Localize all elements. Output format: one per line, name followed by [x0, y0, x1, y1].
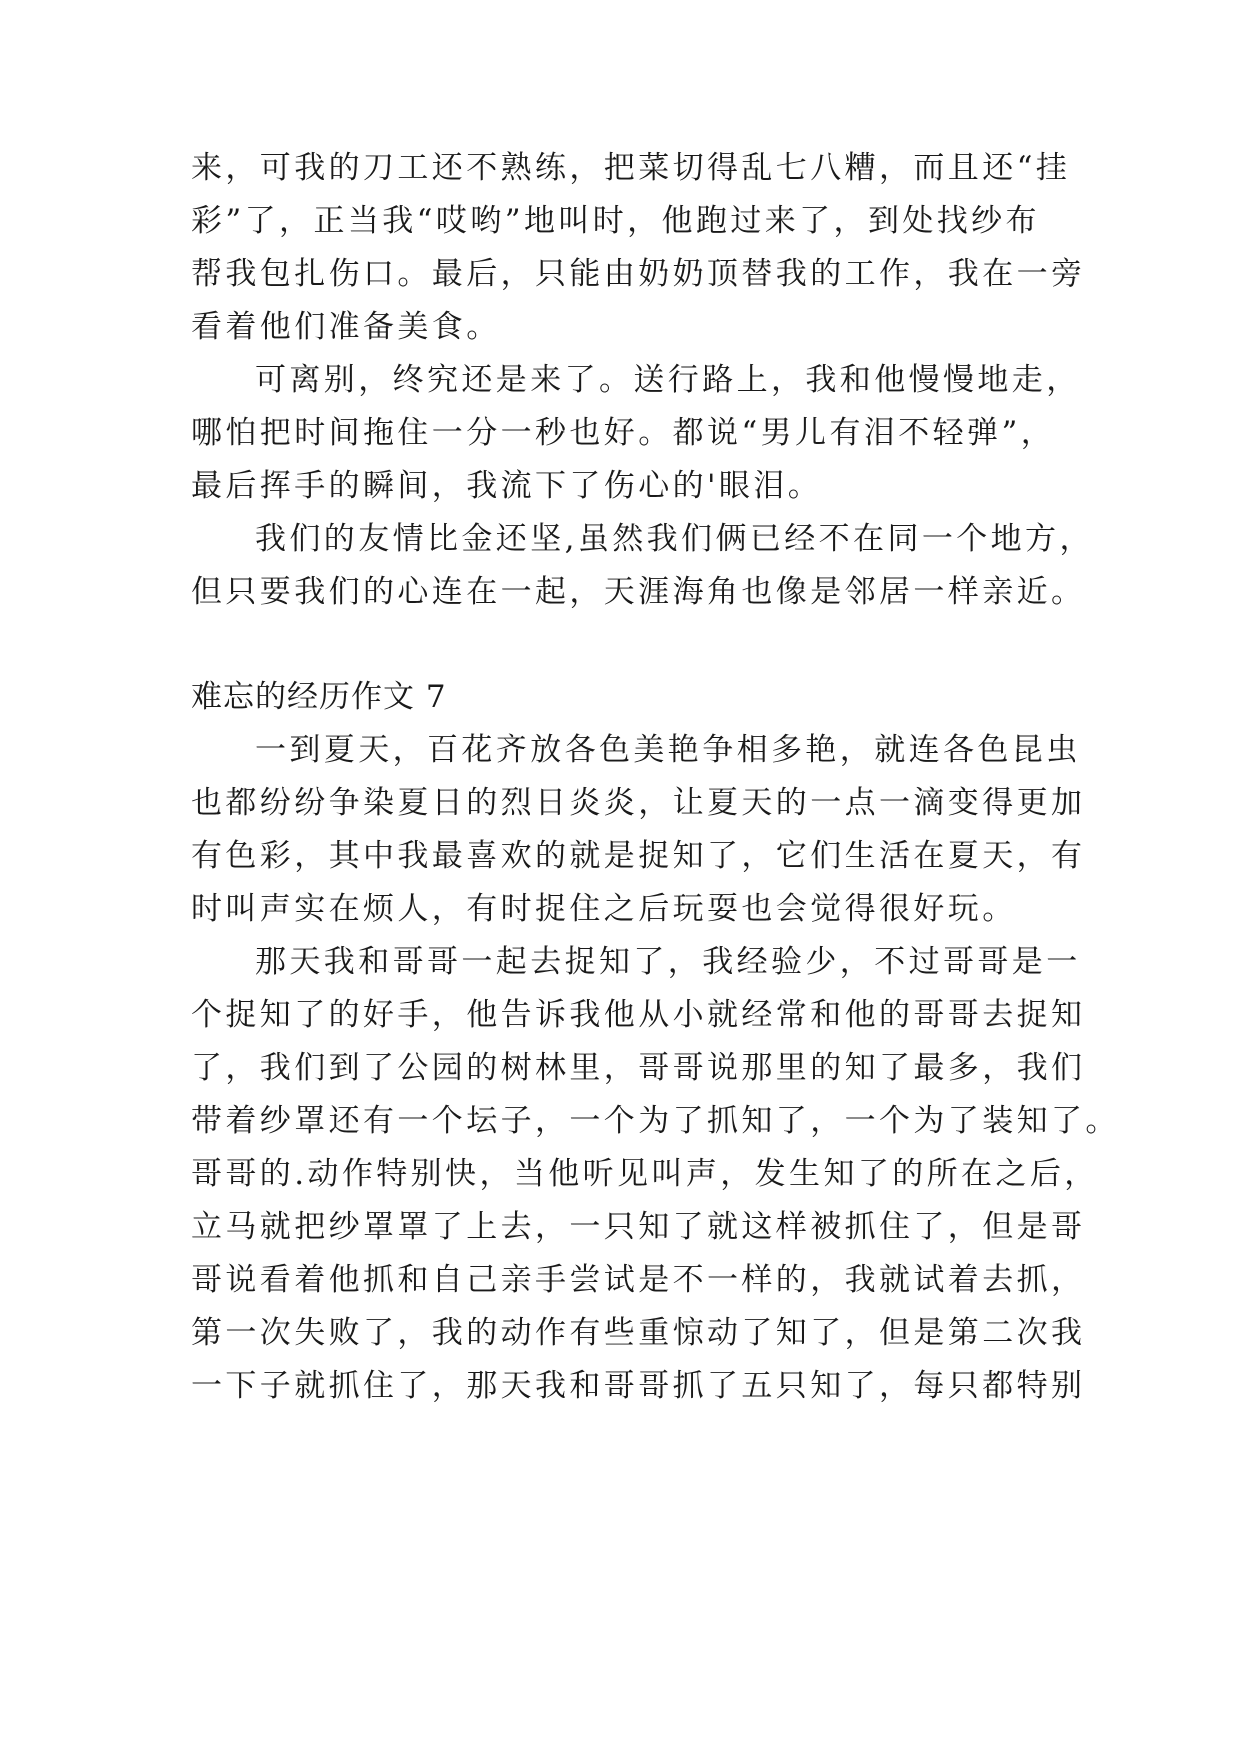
text-line: 但只要我们的心连在一起，天涯海角也像是邻居一样亲近。 — [191, 574, 1086, 610]
text-line: 帮我包扎伤口。最后，只能由奶奶顶替我的工作，我在一旁 — [191, 256, 1086, 292]
text-line: 立马就把纱罩罩了上去，一只知了就这样被抓住了，但是哥 — [191, 1209, 1086, 1245]
essay-title: 难忘的经历作文 7 — [191, 679, 447, 715]
text-line: 我们的友情比金还坚,虽然我们俩已经不在同一个地方， — [255, 521, 1094, 557]
text-line: 那天我和哥哥一起去捉知了，我经验少，不过哥哥是一 — [255, 944, 1081, 980]
text-line: 个捉知了的好手，他告诉我他从小就经常和他的哥哥去捉知 — [191, 997, 1086, 1033]
text-line: 可离别，终究还是来了。送行路上，我和他慢慢地走， — [255, 362, 1081, 398]
text-line: 一到夏天，百花齐放各色美艳争相多艳，就连各色昆虫 — [255, 732, 1081, 768]
text-line: 最后挥手的瞬间，我流下了伤心的'眼泪。 — [191, 468, 823, 504]
text-line: 有色彩，其中我最喜欢的就是捉知了，它们生活在夏天，有 — [191, 838, 1086, 874]
text-line: 看着他们准备美食。 — [191, 309, 501, 345]
text-line: 哥哥的.动作特别快，当他听见叫声，发生知了的所在之后， — [191, 1156, 1099, 1192]
text-line: 一下子就抓住了，那天我和哥哥抓了五只知了，每只都特别 — [191, 1368, 1086, 1404]
text-line: 哪怕把时间拖住一分一秒也好。都说“男儿有泪不轻弹”， — [191, 415, 1056, 451]
text-line: 来，可我的刀工还不熟练，把菜切得乱七八糟，而且还“挂 — [191, 150, 1071, 186]
text-line: 时叫声实在烦人，有时捉住之后玩耍也会觉得很好玩。 — [191, 891, 1017, 927]
text-line: 带着纱罩还有一个坛子，一个为了抓知了，一个为了装知了。 — [191, 1103, 1120, 1139]
text-line: 也都纷纷争染夏日的烈日炎炎，让夏天的一点一滴变得更加 — [191, 785, 1086, 821]
text-line: 第一次失败了，我的动作有些重惊动了知了，但是第二次我 — [191, 1315, 1086, 1351]
text-line: 哥说看着他抓和自己亲手尝试是不一样的，我就试着去抓， — [191, 1262, 1086, 1298]
text-line: 彩”了，正当我“哎哟”地叫时，他跑过来了，到处找纱布 — [191, 203, 1040, 239]
text-line: 了，我们到了公园的树林里，哥哥说那里的知了最多，我们 — [191, 1050, 1086, 1086]
